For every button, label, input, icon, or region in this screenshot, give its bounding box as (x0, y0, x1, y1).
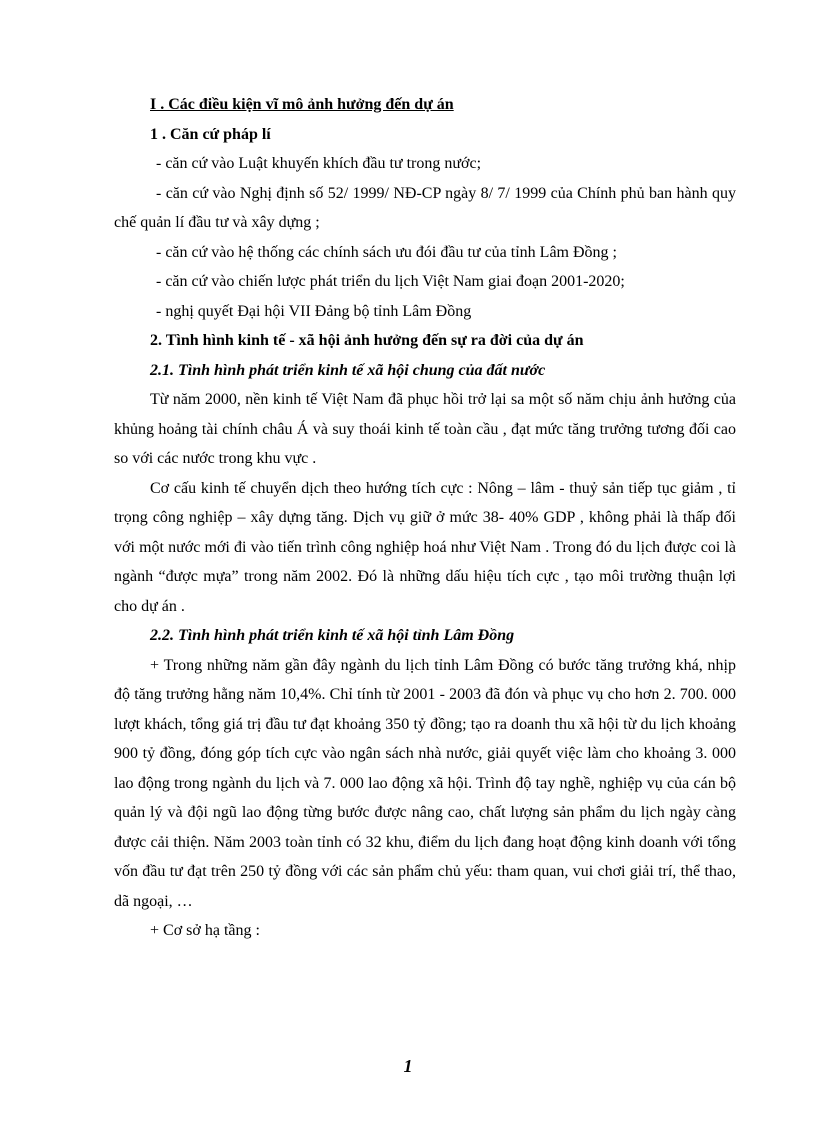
body-paragraph: + Cơ sở hạ tầng : (150, 922, 260, 939)
section-2-title: 2. Tình hình kinh tế - xã hội ảnh hưởng đến sự ra đời của dự án (150, 332, 584, 349)
subsection-2-2-title: 2.2. Tình hình phát triển kinh tế xã hội tỉnh Lâm Đồng (150, 627, 515, 644)
legal-basis-item: - căn cứ vào hệ thống các chính sách ưu đói đầu tư của tỉnh Lâm Đồng ; (156, 243, 617, 261)
section-1-title: 1 . Căn cứ pháp lí (150, 125, 271, 143)
legal-basis-item: - nghị quyết Đại hội VII Đảng bộ tỉnh Lâm Đồng (156, 302, 472, 320)
subsection-2-1-title: 2.1. Tình hình phát triển kinh tế xã hội chung của đất nước (150, 361, 546, 379)
body-paragraph: Cơ cấu kinh tế chuyển dịch theo hướng tích cực : Nông – lâm - thuỷ sản tiếp tục giảm , tỉ trọng công nghiệp – xây dựng tăng. Dịch vụ giữ ở mức 38- 40% GDP , không phải là thấp đối với một nước mới đi vào tiến trình công nghiệp hoá như Việt Nam . Trong đó du lịch được coi là ngành “được mựa” trong năm 2002. Đó là những dấu hiệu tích cực , tạo môi trường thuận lợi cho dự án . (114, 479, 736, 615)
body-paragraph: + Trong những năm gần đây ngành du lịch tỉnh Lâm Đồng có bước tăng trưởng khá, nhịp độ tăng trưởng hằng năm 10,4%. Chỉ tính từ 2001 - 2003 đã đón và phục vụ cho hơn 2. 700. 000 lượt khách, tổng giá trị đầu tư đạt khoảng 350 tỷ đồng; tạo ra doanh thu xã hội từ du lịch khoảng 900 tỷ đồng, đóng góp tích cực vào ngân sách nhà nước, giải quyết việc làm cho khoảng 3. 000 lao động trong ngành du lịch và 7. 000 lao động xã hội. Trình độ tay nghề, nghiệp vụ của cán bộ quản lý và đội ngũ lao động từng bước được nâng cao, chất lượng sản phẩm du lịch ngày càng được cải thiện. Năm 2003 toàn tỉnh có 32 khu, điểm du lịch đang hoạt động kinh doanh với tổng vốn đầu tư đạt trên 250 tỷ đồng với các sản phẩm chủ yếu: tham quan, vui chơi giải trí, thể thao, dã ngoại, … (114, 656, 736, 910)
page-content (114, 90, 736, 946)
legal-basis-item: - căn cứ vào chiến lược phát triển du lịch Việt Nam giai đoạn 2001-2020; (156, 273, 625, 290)
legal-basis-item: - căn cứ vào Luật khuyến khích đầu tư trong nước; (156, 155, 482, 172)
legal-basis-item: - căn cứ vào Nghị định số 52/ 1999/ NĐ-CP ngày 8/ 7/ 1999 của Chính phủ ban hành quy chế quản lí đầu tư và xây dựng ; (114, 184, 736, 231)
heading-main: I . Các điều kiện vĩ mô ảnh hưởng đến dự án (150, 96, 454, 113)
body-paragraph: Từ năm 2000, nền kinh tế Việt Nam đã phục hồi trở lại sa một số năm chịu ảnh hưởng của khủng hoảng tài chính châu Á và suy thoái kinh tế toàn cầu , đạt mức tăng trưởng tương đối cao so với các nước trong khu vực . (114, 391, 736, 467)
page-number: 1 (403, 1056, 413, 1076)
